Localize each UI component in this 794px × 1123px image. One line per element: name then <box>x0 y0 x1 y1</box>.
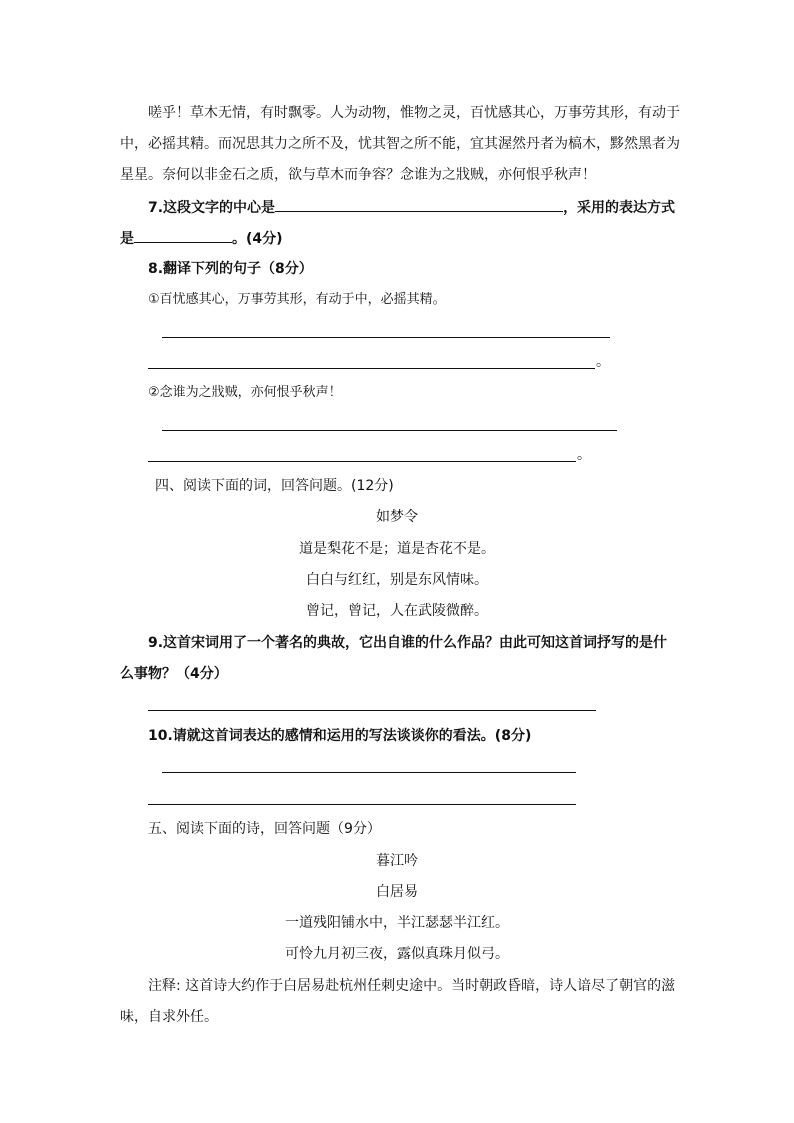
answer-blank-center[interactable] <box>275 197 563 212</box>
section-5-heading: 五、阅读下面的诗，回答问题（9分） <box>148 821 381 837</box>
answer-blank-expression[interactable] <box>134 228 232 243</box>
poem-2-line-1: 一道残阳铺水中，半江瑟瑟半江红。 <box>285 915 509 931</box>
poem-title-rumengling: 如梦令 <box>376 509 418 525</box>
question-10: 10.请就这首词表达的感情和运用的写法谈谈你的看法。(8分) <box>148 728 532 744</box>
answer-line-9[interactable] <box>148 710 596 711</box>
question-7-line-1 <box>148 197 675 218</box>
answer-line-10b[interactable] <box>148 804 576 805</box>
question-9-line-2: 么事物？（4分） <box>120 666 228 682</box>
answer-line-8-1b[interactable] <box>148 368 595 369</box>
question-7-prompt: 7.这段文字的中心是 <box>148 200 276 216</box>
section-4-heading: 四、阅读下面的词，回答问题。(12分) <box>155 478 394 494</box>
question-9-line-1: 9.这首宋词用了一个著名的典故，它出自谁的什么作品？由此可知这首词抒写的是什 <box>148 635 668 651</box>
question-8-title: 8.翻译下列的句子（8分） <box>148 261 313 277</box>
poem-2-line-2: 可怜九月初三夜，露似真珠月似弓。 <box>285 946 509 962</box>
poem-line-3: 曾记，曾记，人在武陵微醉。 <box>306 603 488 619</box>
question-7-prompt-cont: ，采用的表达方式 <box>563 200 676 216</box>
passage-line-3: 星星。奈何以非金石之质，欲与草木而争容？念谁为之戕贼，亦何恨乎秋声！ <box>120 167 596 183</box>
end-mark-8-1: 。 <box>596 354 610 370</box>
passage-line-1: 嗟乎！草木无情，有时飘零。人为动物，惟物之灵，百忧感其心，万事劳其形，有动于 <box>148 105 680 121</box>
question-7-score: 。(4分) <box>232 231 283 247</box>
question-7-line-2 <box>120 228 283 249</box>
question-7-prompt-cont2: 是 <box>120 231 134 247</box>
note-line-1: 注释: 这首诗大约作于白居易赴杭州任刺史途中。当时朝政昏暗，诗人谙尽了朝官的滋 <box>148 978 676 994</box>
poem-title-mujiangyin: 暮江吟 <box>376 853 418 869</box>
answer-line-10a[interactable] <box>162 772 576 773</box>
answer-line-8-1a[interactable] <box>162 337 610 338</box>
end-mark-8-2: 。 <box>577 447 591 463</box>
note-line-2: 味，自求外任。 <box>120 1009 218 1025</box>
passage-line-2: 中，必摇其精。而况思其力之所不及，忧其智之所不能，宜其渥然丹者为槁木，黟然黑者为 <box>120 136 680 152</box>
poem-line-2: 白白与红红，别是东风情味。 <box>306 572 488 588</box>
poem-author: 白居易 <box>376 884 418 900</box>
answer-line-8-2b[interactable] <box>148 461 576 462</box>
question-8-item-1: ①百忧感其心，万事劳其形，有动于中，必摇其精。 <box>148 292 446 307</box>
answer-line-8-2a[interactable] <box>162 430 617 431</box>
poem-line-1: 道是梨花不是；道是杏花不是。 <box>299 541 495 557</box>
question-8-item-2: ②念谁为之戕贼，亦何恨乎秋声！ <box>148 385 342 400</box>
